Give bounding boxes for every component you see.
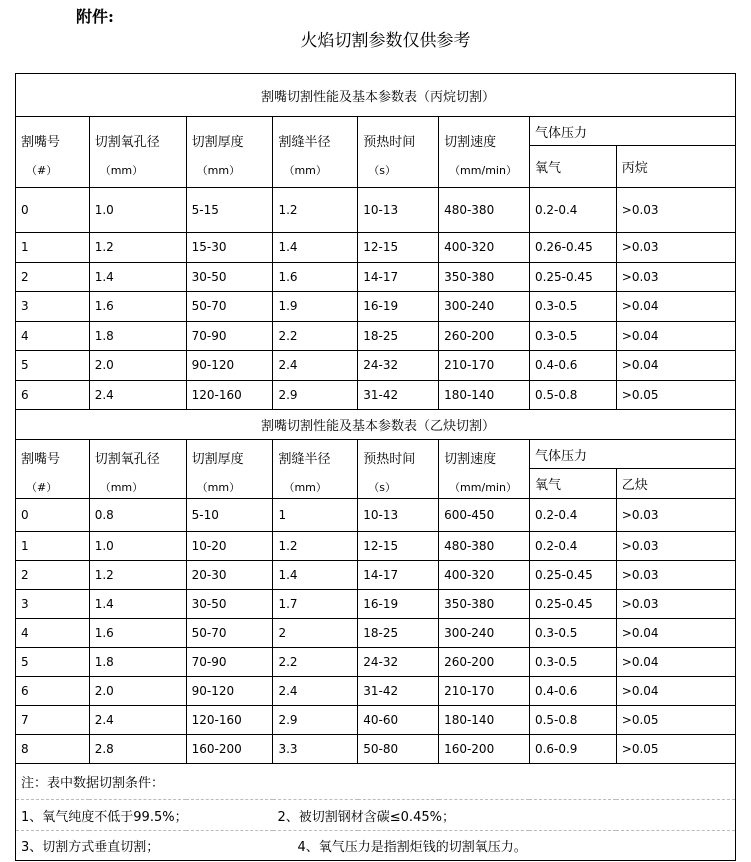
table-cell: 1.0	[89, 188, 186, 233]
table-cell: 2.4	[273, 677, 358, 706]
header-label: 切割氧孔径	[94, 134, 160, 150]
column-header	[89, 117, 186, 188]
header-unit: （mm/min）	[449, 163, 517, 177]
table-cell: 15-30	[186, 233, 273, 263]
table-cell: 260-200	[439, 321, 530, 351]
table-cell: 480-380	[439, 532, 530, 561]
table-cell: 70-90	[186, 321, 273, 351]
table-cell: 18-25	[358, 321, 439, 351]
table-cell: 1	[16, 233, 90, 263]
table-cell: 1.2	[273, 188, 358, 233]
table-cell: 2.4	[273, 351, 358, 381]
table-cell: 0.25-0.45	[529, 561, 616, 590]
header-label: 切割速度	[444, 451, 497, 467]
column-header	[358, 117, 439, 188]
column-header	[186, 117, 273, 188]
table-cell: 90-120	[186, 677, 273, 706]
table-cell: 1	[16, 532, 90, 561]
table-cell: 2.4	[89, 706, 186, 735]
table-cell: 1.6	[273, 262, 358, 292]
table-cell: 0.3-0.5	[529, 321, 616, 351]
table-cell: 8	[16, 735, 90, 764]
table-cell: 2.2	[273, 648, 358, 677]
table-cell: 0	[16, 499, 90, 532]
table-cell: >0.03	[616, 590, 735, 619]
table-cell: 1.9	[273, 292, 358, 322]
table-cell: >0.05	[616, 380, 735, 410]
table-row	[16, 292, 736, 322]
table-cell: 0.6-0.9	[529, 735, 616, 764]
table-cell: 160-200	[439, 735, 530, 764]
table-cell: >0.04	[616, 292, 735, 322]
table-cell: 14-17	[358, 262, 439, 292]
table-cell: 0.2-0.4	[529, 499, 616, 532]
table-cell: 0.2-0.4	[529, 188, 616, 233]
table-cell: 0.3-0.5	[529, 619, 616, 648]
table-cell: 1.6	[89, 619, 186, 648]
table-cell: 0.25-0.45	[529, 590, 616, 619]
table-cell: 2	[16, 561, 90, 590]
attachment-label: 附件:	[76, 7, 114, 26]
table-cell: 160-200	[186, 735, 273, 764]
table-cell: 1.4	[273, 233, 358, 263]
table-cell: 0.3-0.5	[529, 292, 616, 322]
table-row	[16, 619, 736, 648]
table-cell: 1.7	[273, 590, 358, 619]
header-unit: （mm）	[196, 480, 241, 494]
table-cell: 3	[16, 292, 90, 322]
header-label: 切割氧孔径	[94, 451, 160, 467]
table-cell: 210-170	[439, 677, 530, 706]
table-cell: 30-50	[186, 262, 273, 292]
table-row	[16, 561, 736, 590]
table-cell: 180-140	[439, 380, 530, 410]
table-cell: 20-30	[186, 561, 273, 590]
table-caption: 割嘴切割性能及基本参数表（乙炔切割）	[16, 410, 736, 440]
table-cell: 10-20	[186, 532, 273, 561]
table-row	[16, 735, 736, 764]
gas-pressure-header: 气体压力	[529, 440, 735, 469]
oxygen-header: 氧气	[529, 469, 616, 499]
table-cell: 2.4	[89, 380, 186, 410]
column-header	[16, 117, 90, 188]
table-cell: 2.0	[89, 677, 186, 706]
table-cell: 400-320	[439, 561, 530, 590]
table-cell: 0.4-0.6	[529, 677, 616, 706]
header-unit: （#）	[26, 480, 58, 494]
table-cell: 24-32	[358, 648, 439, 677]
table-cell: 180-140	[439, 706, 530, 735]
table-cell: >0.04	[616, 351, 735, 381]
table-cell: 0	[16, 188, 90, 233]
fuel-gas-header: 乙炔	[616, 469, 735, 499]
header-unit: （mm）	[99, 480, 144, 494]
table-cell: 50-80	[358, 735, 439, 764]
table-cell: 0.3-0.5	[529, 648, 616, 677]
header-unit: （mm/min）	[449, 480, 517, 494]
table-row	[16, 590, 736, 619]
table-cell: 30-50	[186, 590, 273, 619]
header-label: 割缝半径	[278, 134, 331, 150]
table-cell: 4	[16, 321, 90, 351]
table-cell: 1.8	[89, 321, 186, 351]
parameter-table	[15, 73, 736, 861]
table-cell: 1.4	[273, 561, 358, 590]
table-cell: >0.05	[616, 735, 735, 764]
note-1: 1、氧气纯度不低于99.5%；	[21, 809, 188, 825]
header-unit: （s）	[368, 163, 397, 177]
table-row	[16, 380, 736, 410]
column-header	[439, 440, 530, 499]
table-cell: 0.25-0.45	[529, 262, 616, 292]
table-cell: 31-42	[358, 380, 439, 410]
table-cell: 31-42	[358, 677, 439, 706]
table-cell: 5-15	[186, 188, 273, 233]
table-cell: >0.03	[616, 188, 735, 233]
table-row	[16, 321, 736, 351]
table-cell: 1.6	[89, 292, 186, 322]
table-cell: 480-380	[439, 188, 530, 233]
table-row	[16, 188, 736, 233]
header-label: 割嘴号	[21, 451, 61, 467]
table-cell: 24-32	[358, 351, 439, 381]
table-cell: 4	[16, 619, 90, 648]
table-cell: 2	[16, 262, 90, 292]
table-cell: 600-450	[439, 499, 530, 532]
header-unit: （#）	[26, 163, 58, 177]
table-cell: 120-160	[186, 380, 273, 410]
table-cell: >0.03	[616, 262, 735, 292]
table-row	[16, 706, 736, 735]
table-cell: 260-200	[439, 648, 530, 677]
table-cell: 210-170	[439, 351, 530, 381]
note-3: 3、切割方式垂直切割；	[21, 840, 160, 855]
table-row	[16, 233, 736, 263]
column-header	[89, 440, 186, 499]
table-cell: 18-25	[358, 619, 439, 648]
table-cell: 350-380	[439, 590, 530, 619]
table-cell: >0.03	[616, 233, 735, 263]
header-label: 切割速度	[444, 134, 497, 150]
header-unit: （mm）	[283, 480, 327, 494]
fuel-gas-header: 丙烷	[616, 146, 735, 188]
header-label: 割缝半径	[278, 451, 331, 467]
table-cell: 16-19	[358, 292, 439, 322]
gas-pressure-header: 气体压力	[529, 117, 735, 146]
table-cell: 6	[16, 380, 90, 410]
table-cell: 0.5-0.8	[529, 380, 616, 410]
table-cell: 40-60	[358, 706, 439, 735]
table-cell: 1.2	[89, 561, 186, 590]
table-cell: 1.4	[89, 262, 186, 292]
table-cell: 1.8	[89, 648, 186, 677]
table-cell: 0.2-0.4	[529, 532, 616, 561]
table-cell: 5	[16, 648, 90, 677]
page-title: 火焰切割参数仅供参考	[300, 31, 471, 51]
table-row	[16, 648, 736, 677]
table-cell: 3.3	[273, 735, 358, 764]
table-cell: 90-120	[186, 351, 273, 381]
table-cell: 70-90	[186, 648, 273, 677]
header-label: 切割厚度	[191, 134, 244, 150]
notes-heading: 注：表中数据切割条件：	[16, 764, 736, 800]
table-cell: 1.4	[89, 590, 186, 619]
table-cell: >0.05	[616, 706, 735, 735]
header-label: 割嘴号	[21, 134, 61, 150]
table-cell: 5-10	[186, 499, 273, 532]
table-cell: 1.0	[89, 532, 186, 561]
table-cell: 1.2	[89, 233, 186, 263]
table-cell: 3	[16, 590, 90, 619]
column-header	[273, 440, 358, 499]
table-cell: 16-19	[358, 590, 439, 619]
table-row	[16, 351, 736, 381]
column-header	[358, 440, 439, 499]
header-unit: （mm）	[283, 163, 327, 177]
note-4: 4、氧气压力是指割炬钱的切割氧压力。	[297, 840, 527, 855]
note-2: 2、被切割钢材含碳≤0.45%；	[277, 809, 455, 825]
table-cell: 300-240	[439, 619, 530, 648]
table-cell: 350-380	[439, 262, 530, 292]
table-cell: 2.9	[273, 380, 358, 410]
table-cell: 0.8	[89, 499, 186, 532]
header-unit: （s）	[368, 480, 397, 494]
table-cell: 120-160	[186, 706, 273, 735]
table-cell: 10-13	[358, 188, 439, 233]
column-header	[439, 117, 530, 188]
table-cell: 0.26-0.45	[529, 233, 616, 263]
table-cell: 2.9	[273, 706, 358, 735]
table-cell: >0.04	[616, 677, 735, 706]
table-cell: 300-240	[439, 292, 530, 322]
table-cell: >0.03	[616, 532, 735, 561]
table-row	[16, 499, 736, 532]
table-cell: 2	[273, 619, 358, 648]
table-cell: 7	[16, 706, 90, 735]
column-header	[16, 440, 90, 499]
table-cell: 6	[16, 677, 90, 706]
table-cell: 14-17	[358, 561, 439, 590]
table-cell: 400-320	[439, 233, 530, 263]
header-label: 预热时间	[363, 451, 416, 467]
header-unit: （mm）	[196, 163, 241, 177]
table-row	[16, 262, 736, 292]
table-cell: 50-70	[186, 619, 273, 648]
table-cell: >0.03	[616, 499, 735, 532]
table-cell: 50-70	[186, 292, 273, 322]
table-caption: 割嘴切割性能及基本参数表（丙烷切割）	[16, 74, 736, 117]
header-label: 切割厚度	[191, 451, 244, 467]
table-cell: >0.03	[616, 561, 735, 590]
table-cell: 0.5-0.8	[529, 706, 616, 735]
table-cell: >0.04	[616, 321, 735, 351]
column-header	[273, 117, 358, 188]
table-row	[16, 677, 736, 706]
table-cell: 2.0	[89, 351, 186, 381]
table-cell: 0.4-0.6	[529, 351, 616, 381]
table-cell: 10-13	[358, 499, 439, 532]
table-cell: 2.8	[89, 735, 186, 764]
table-row	[16, 532, 736, 561]
oxygen-header: 氧气	[529, 146, 616, 188]
table-cell: 1.2	[273, 532, 358, 561]
table-cell: >0.04	[616, 648, 735, 677]
table-cell: >0.04	[616, 619, 735, 648]
column-header	[186, 440, 273, 499]
table-cell: 12-15	[358, 532, 439, 561]
table-cell: 2.2	[273, 321, 358, 351]
header-label: 预热时间	[363, 134, 416, 150]
table-cell: 1	[273, 499, 358, 532]
header-unit: （mm）	[99, 163, 144, 177]
table-cell: 12-15	[358, 233, 439, 263]
table-cell: 5	[16, 351, 90, 381]
